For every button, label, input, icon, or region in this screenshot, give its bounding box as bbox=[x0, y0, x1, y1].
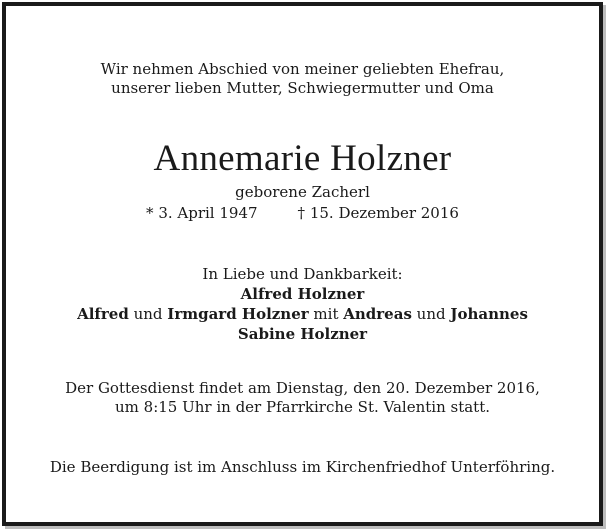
family-connector: und bbox=[128, 305, 168, 323]
family-heading: In Liebe und Dankbarkeit: bbox=[202, 265, 403, 283]
service-line-1: Der Gottesdienst findet am Dienstag, den 20. Dezember 2016, bbox=[65, 379, 540, 397]
intro-line-1: Wir nehmen Abschied von meiner geliebten Ehefrau, bbox=[100, 60, 505, 78]
family-member-name: Irmgard Holzner bbox=[167, 305, 309, 323]
family-row-3 bbox=[6, 324, 599, 344]
family-member-name: Alfred Holzner bbox=[240, 285, 365, 303]
family-member-name: Alfred bbox=[77, 305, 129, 323]
service-info bbox=[6, 379, 599, 417]
service-line-2: um 8:15 Uhr in der Pfarrkirche St. Valentin statt. bbox=[115, 398, 490, 416]
family-section bbox=[6, 264, 599, 344]
life-dates bbox=[6, 204, 599, 223]
family-connector: mit bbox=[308, 305, 344, 323]
death-date: † 15. Dezember 2016 bbox=[297, 204, 459, 222]
intro-line-2: unserer lieben Mutter, Schwiegermutter und Oma bbox=[111, 79, 494, 97]
family-row-2 bbox=[6, 304, 599, 324]
birth-date: * 3. April 1947 bbox=[146, 204, 258, 222]
family-row-1 bbox=[6, 284, 599, 304]
family-member-name: Johannes bbox=[450, 305, 528, 323]
family-member-name: Andreas bbox=[343, 305, 412, 323]
family-member-name: Sabine Holzner bbox=[237, 325, 368, 343]
born-name: geborene Zacherl bbox=[235, 183, 370, 201]
burial-line-1: Die Beerdigung ist im Anschluss im Kirchenfriedhof Unterföhring. bbox=[49, 458, 556, 476]
burial-info bbox=[6, 458, 599, 477]
deceased-name: Annemarie Holzner bbox=[153, 138, 452, 179]
obituary-frame bbox=[2, 2, 603, 526]
intro-text bbox=[6, 60, 599, 98]
family-connector: und bbox=[411, 305, 451, 323]
